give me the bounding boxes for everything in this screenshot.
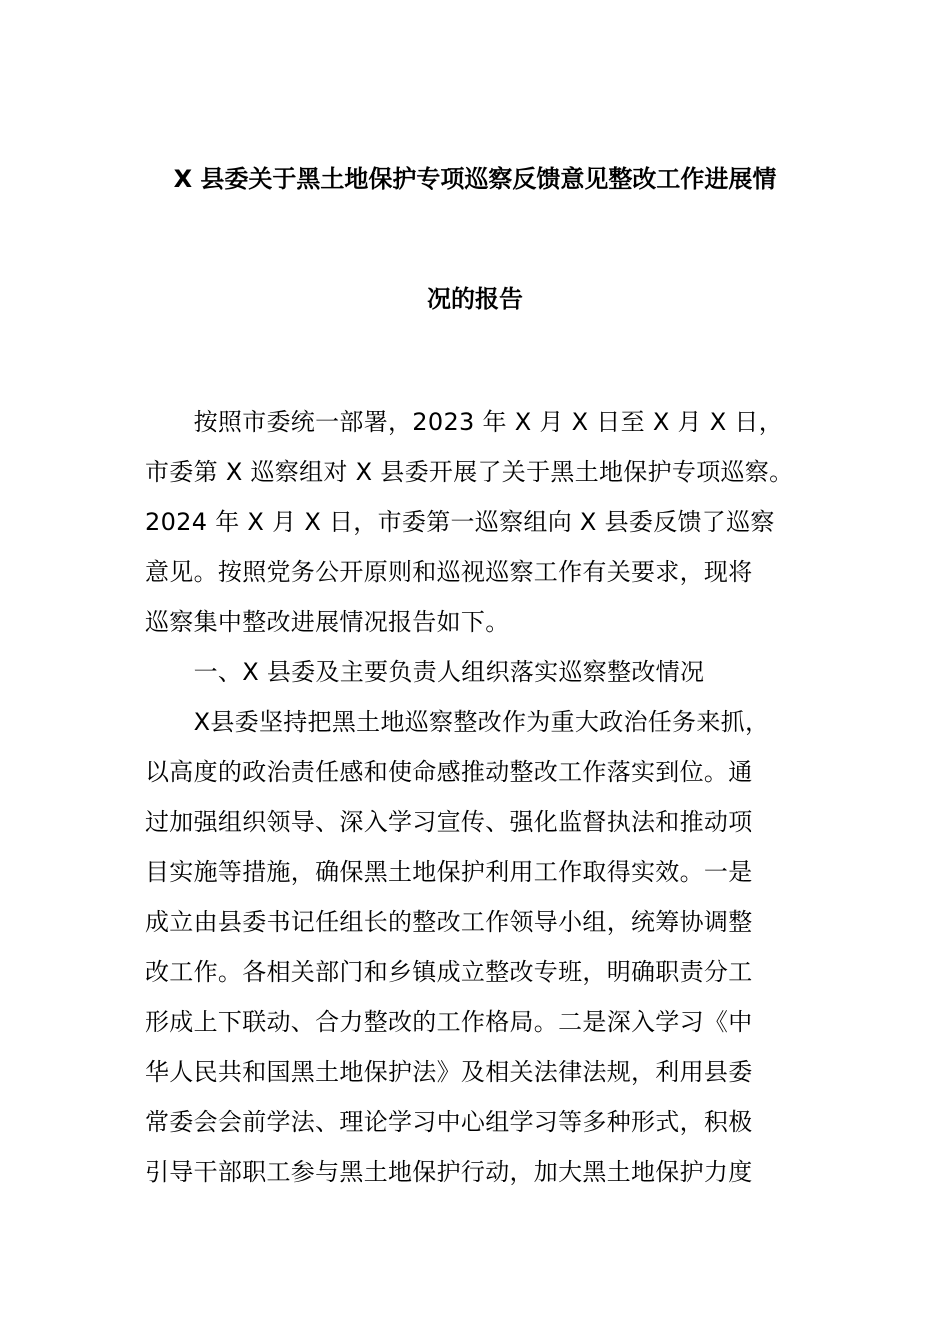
body-line: 意见。按照党务公开原则和巡视巡察工作有关要求，现将 — [145, 558, 753, 586]
body-line: 华人民共和国黑土地保护法》及相关法律法规，利用县委 — [145, 1058, 753, 1086]
body-line: 常委会会前学法、理论学习中心组学习等多种形式，积极 — [145, 1108, 753, 1136]
body-line: X县委坚持把黑土地巡察整改作为重大政治任务来抓， — [145, 708, 770, 736]
body-line: 巡察集中整改进展情况报告如下。 — [145, 608, 510, 636]
body-line: 市委第 X 巡察组对 X 县委开展了关于黑土地保护专项巡察。 — [145, 458, 794, 486]
body-line: 2024 年 X 月 X 日，市委第一巡察组向 X 县委反馈了巡察 — [145, 508, 775, 536]
document-title-line-1: X 县委关于黑土地保护专项巡察反馈意见整改工作进展情 — [173, 165, 777, 193]
document-body — [145, 402, 845, 1202]
document-title-line-2: 况的报告 — [427, 285, 523, 313]
body-line: 目实施等措施，确保黑土地保护利用工作取得实效。一是 — [145, 858, 753, 886]
body-line: 按照市委统一部署，2023 年 X 月 X 日至 X 月 X 日， — [145, 408, 784, 436]
section-heading: 一、X 县委及主要负责人组织落实巡察整改情况 — [145, 658, 705, 686]
body-line: 引导干部职工参与黑土地保护行动，加大黑土地保护力度 — [145, 1158, 753, 1186]
body-line: 改工作。各相关部门和乡镇成立整改专班，明确职责分工 — [145, 958, 753, 986]
body-line: 以高度的政治责任感和使命感推动整改工作落实到位。通 — [145, 758, 753, 786]
body-line: 形成上下联动、合力整改的工作格局。二是深入学习《中 — [145, 1008, 753, 1036]
body-line: 成立由县委书记任组长的整改工作领导小组，统筹协调整 — [145, 908, 753, 936]
body-line: 过加强组织领导、深入学习宣传、强化监督执法和推动项 — [145, 808, 753, 836]
